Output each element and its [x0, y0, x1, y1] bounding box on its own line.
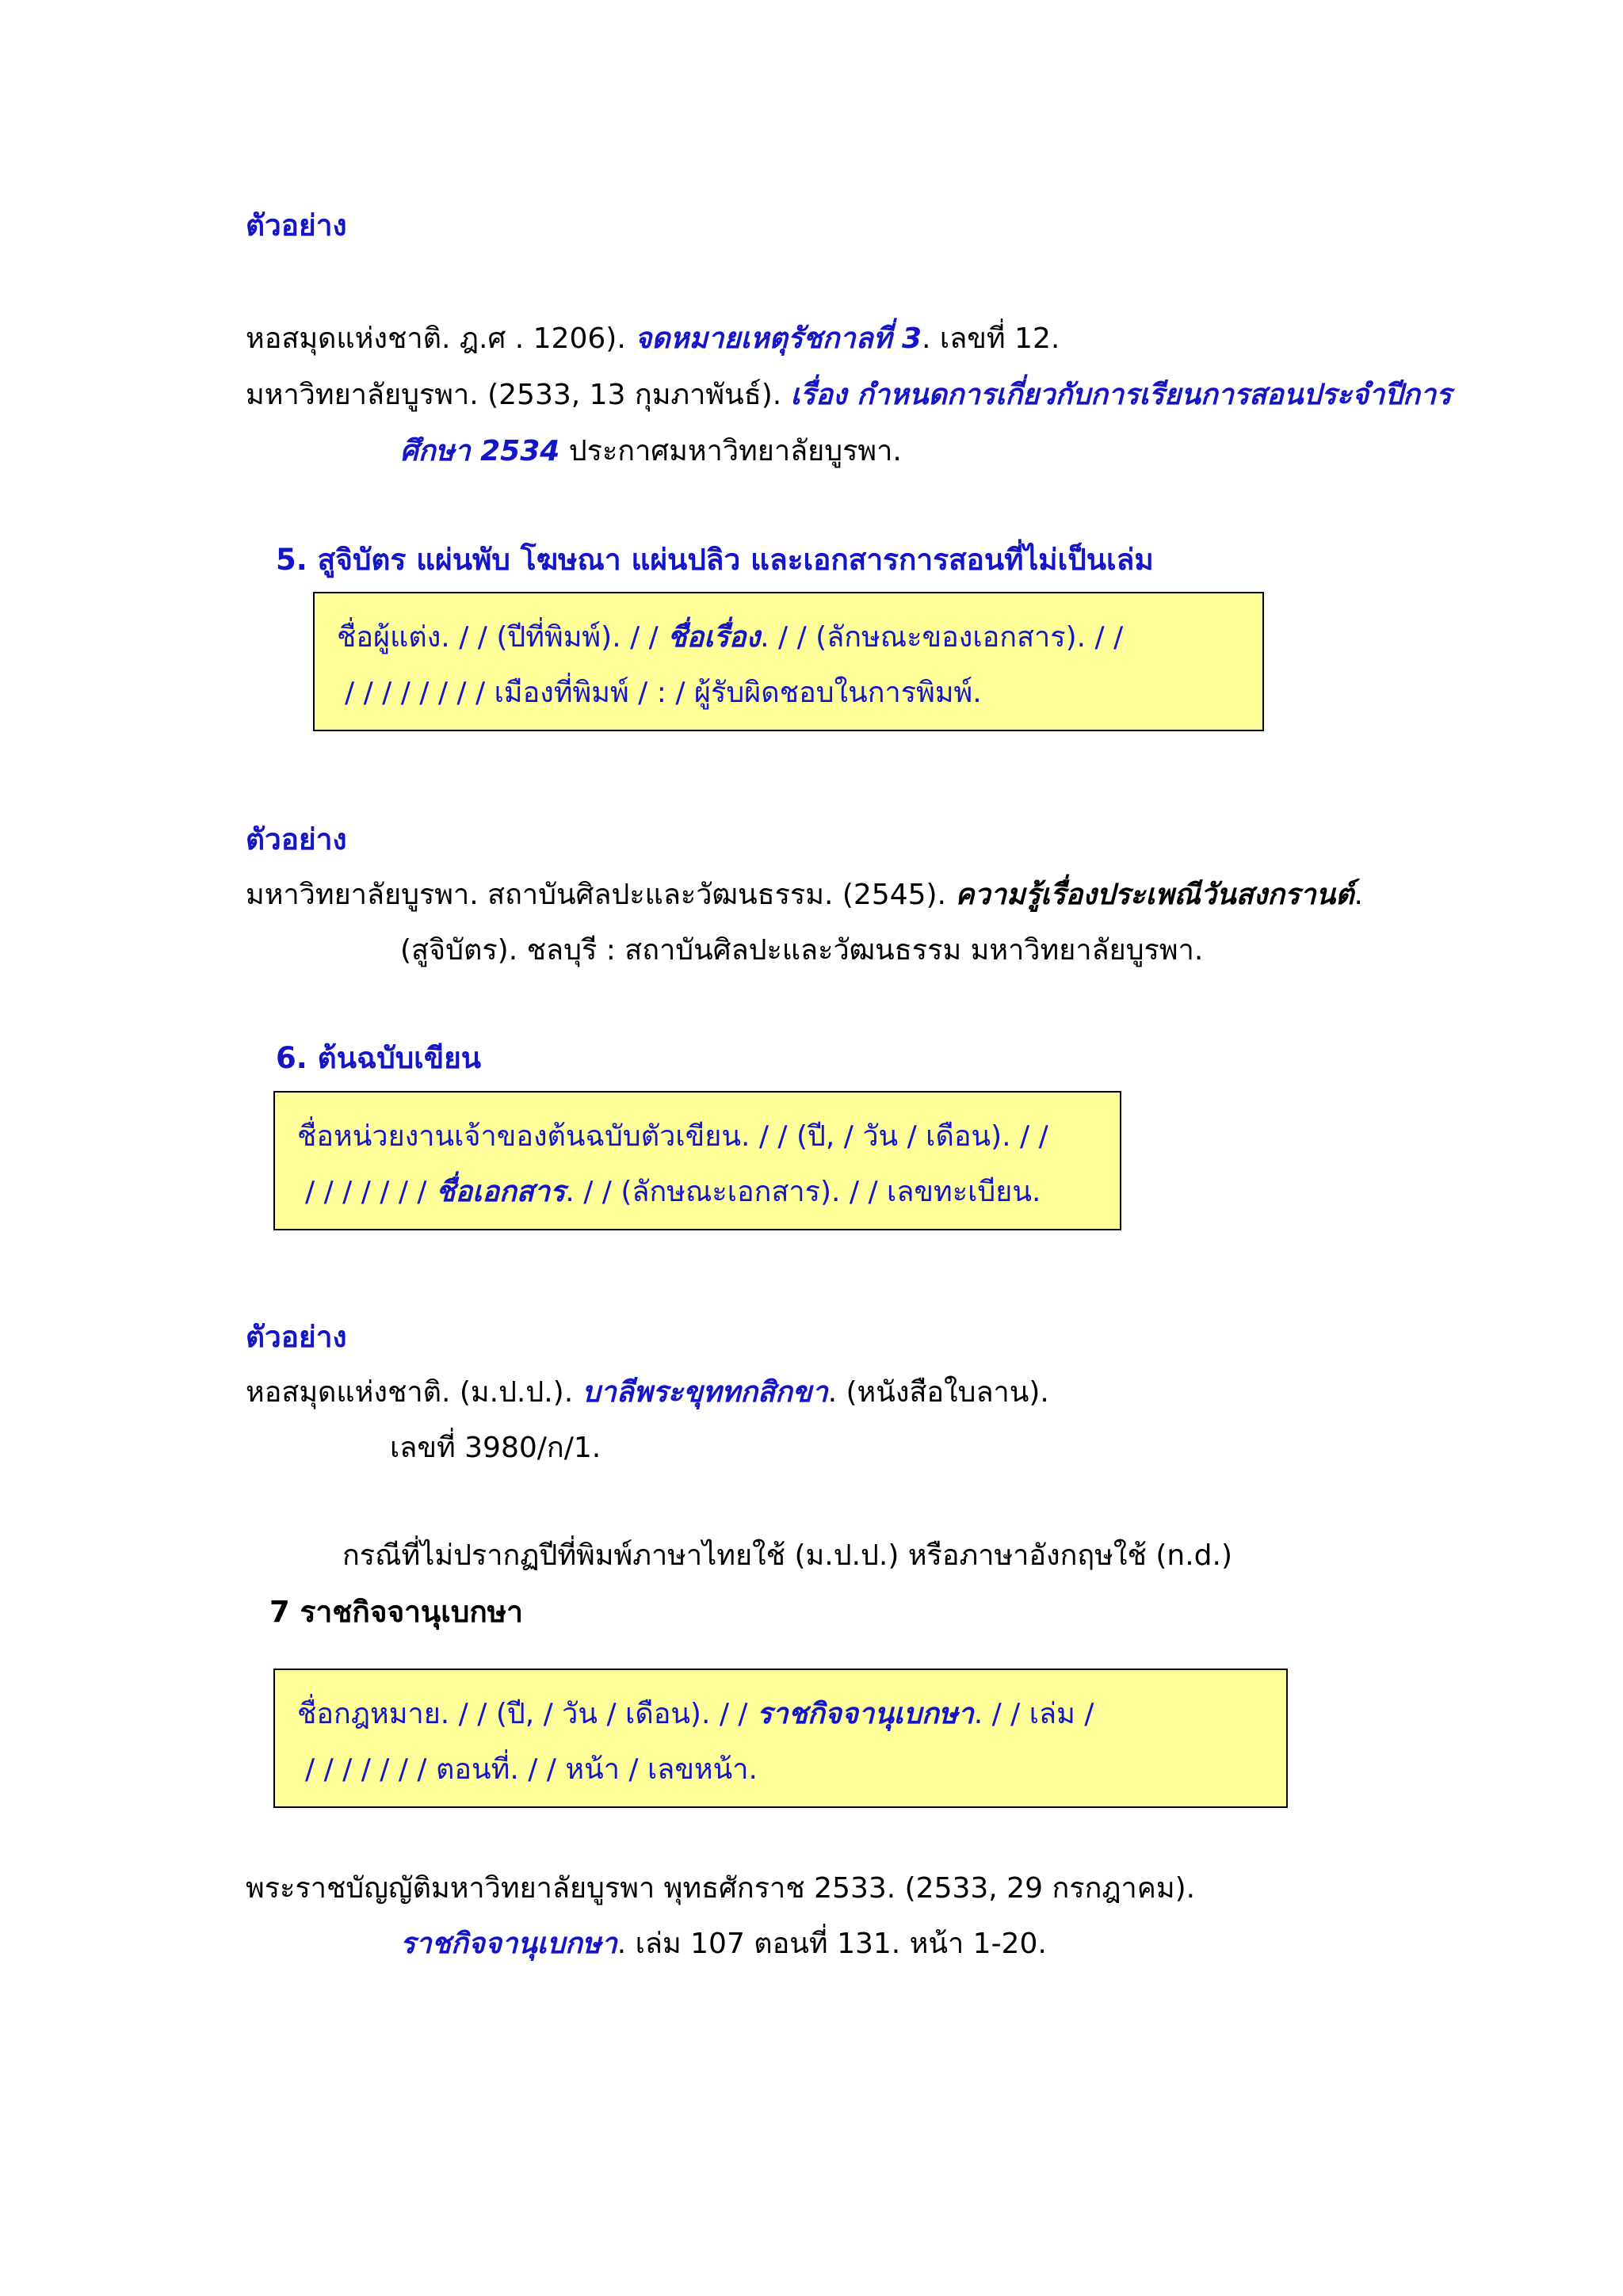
- format-text: . / / เล่ม /: [973, 1698, 1094, 1730]
- format-box: [273, 1669, 1288, 1808]
- format-line: [297, 1691, 1094, 1736]
- format-line: [305, 1169, 1041, 1214]
- format-title: ชื่อเอกสาร: [436, 1176, 566, 1208]
- format-text: ชื่อผู้แต่ง. / / (ปีที่พิมพ์). / /: [337, 621, 668, 654]
- reference-text: . เล่ม 107 ตอนที่ 131. หน้า 1-20.: [617, 1928, 1047, 1960]
- example-heading-5: ตัวอย่าง: [246, 822, 347, 856]
- format-line: [337, 614, 1123, 659]
- reference-line: [246, 871, 1363, 917]
- format-title: ราชกิจจานุเบกษา: [757, 1698, 974, 1730]
- section-heading-7: 7 ราชกิจจานุเบกษา: [269, 1595, 523, 1629]
- format-title: ชื่อเรื่อง: [667, 621, 761, 654]
- note-text: กรณีที่ไม่ปรากฏปีที่พิมพ์ภาษาไทยใช้ (ม.ป.ป.) หรือภาษาอังกฤษใช้ (n.d.): [342, 1539, 1233, 1572]
- format-line: / / / / / / / ตอนที่. / / หน้า / เลขหน้า.: [305, 1753, 758, 1786]
- reference-title: จดหมายเหตุรัชกาลที่ 3: [635, 322, 922, 355]
- section-heading-6: 6. ต้นฉบับเขียน: [276, 1041, 482, 1075]
- format-text: ชื่อกฎหมาย. / / (ปี, / วัน / เดือน). / /: [297, 1698, 758, 1730]
- format-box: [273, 1091, 1121, 1230]
- reference-text: มหาวิทยาลัยบูรพา. (2533, 13 กุมภาพันธ์).: [246, 379, 791, 411]
- reference-text: มหาวิทยาลัยบูรพา. สถาบันศิลปะและวัฒนธรรม. (2545).: [246, 879, 956, 911]
- reference-line: เลขที่ 3980/ก/1.: [390, 1432, 601, 1464]
- format-box: [313, 592, 1264, 731]
- example-heading-6: ตัวอย่าง: [246, 1320, 347, 1354]
- format-text: . / / (ลักษณะเอกสาร). / / เลขทะเบียน.: [565, 1176, 1041, 1208]
- reference-line: พระราชบัญญัติมหาวิทยาลัยบูรพา พุทธศักราช 2533. (2533, 29 กรกฎาคม).: [246, 1872, 1196, 1905]
- reference-title: ศึกษา 2534: [400, 435, 560, 467]
- reference-text: . (หนังสือใบลาน).: [827, 1376, 1049, 1409]
- reference-text: หอสมุดแห่งชาติ. ฎ.ศ . 1206).: [246, 322, 636, 355]
- reference-line: (สูจิบัตร). ชลบุรี : สถาบันศิลปะและวัฒนธรรม มหาวิทยาลัยบูรพา.: [400, 934, 1204, 967]
- reference-title: ความรู้เรื่องประเพณีวันสงกรานต์: [955, 879, 1354, 911]
- reference-line: [246, 315, 1060, 360]
- format-line: ชื่อหน่วยงานเจ้าของต้นฉบับตัวเขียน. / / (ปี, / วัน / เดือน). / /: [297, 1120, 1048, 1153]
- reference-text: . เลขที่ 12.: [922, 322, 1060, 355]
- reference-line: [246, 372, 1451, 417]
- reference-line: [246, 1369, 1049, 1414]
- reference-text: .: [1354, 879, 1363, 911]
- format-text: / / / / / / /: [305, 1176, 437, 1208]
- reference-title: บาลีพระขุททกสิกขา: [582, 1376, 828, 1409]
- reference-line: [400, 428, 902, 473]
- reference-text: ประกาศมหาวิทยาลัยบูรพา.: [559, 435, 902, 467]
- reference-title: เรื่อง กำหนดการเกี่ยวกับการเรียนการสอนประจำปีการ: [790, 379, 1452, 411]
- section-heading-5: 5. สูจิบัตร แผ่นพับ โฆษณา แผ่นปลิว และเอกสารการสอนที่ไม่เป็นเล่ม: [276, 543, 1154, 577]
- reference-text: หอสมุดแห่งชาติ. (ม.ป.ป.).: [246, 1376, 582, 1409]
- example-heading-1: ตัวอย่าง: [246, 208, 347, 242]
- reference-title: ราชกิจจานุเบกษา: [400, 1928, 617, 1960]
- format-text: . / / (ลักษณะของเอกสาร). / /: [760, 621, 1124, 654]
- reference-line: [400, 1920, 1047, 1966]
- format-line: / / / / / / / / เมืองที่พิมพ์ / : / ผู้รับผิดชอบในการพิมพ์.: [345, 677, 982, 709]
